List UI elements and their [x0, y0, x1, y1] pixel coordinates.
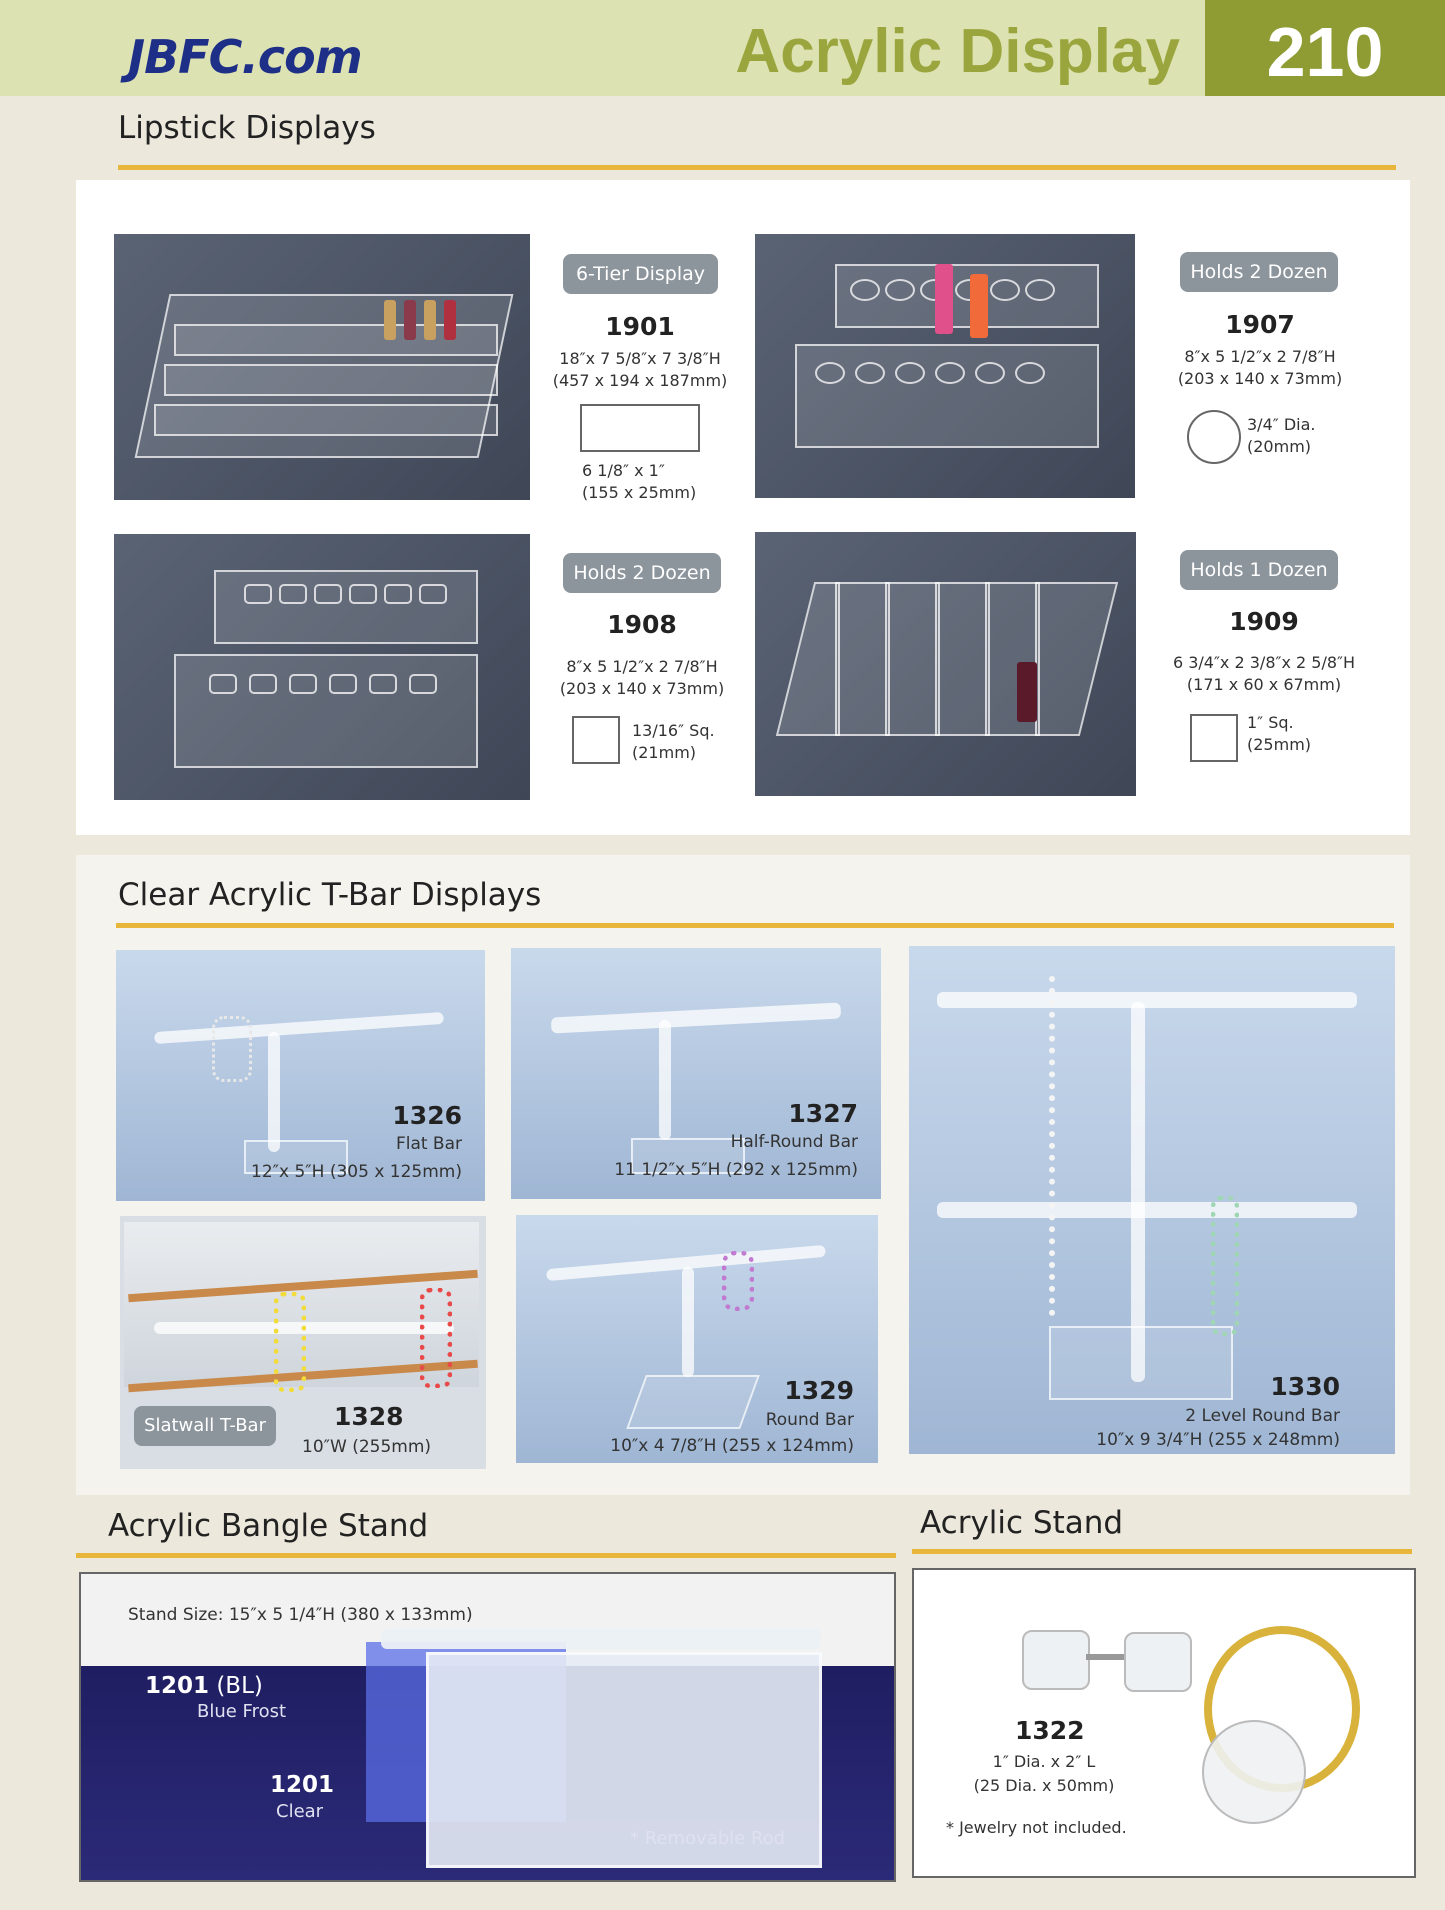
badge-1908: Holds 2 Dozen	[563, 553, 721, 593]
code-1329: 1329	[784, 1376, 854, 1405]
stand-section-rule	[912, 1549, 1412, 1554]
code-1908: 1908	[607, 610, 677, 639]
slot-1907: 3/4″ Dia.	[1247, 415, 1316, 434]
stand-note: * Jewelry not included.	[946, 1818, 1127, 1837]
dims-1326: 12″x 5″H (305 x 125mm)	[251, 1162, 462, 1182]
name-1330: 2 Level Round Bar	[1185, 1406, 1340, 1426]
code-1322: 1322	[1015, 1716, 1085, 1745]
code-1907: 1907	[1225, 310, 1295, 339]
product-image-1908	[114, 534, 530, 800]
badge-1328: Slatwall T-Bar	[134, 1406, 276, 1446]
slot-shape-1909	[1190, 714, 1238, 762]
bangle-stand-size: Stand Size: 15″x 5 1/4″H (380 x 133mm)	[128, 1605, 473, 1625]
dims-1322: 1″ Dia. x 2″ L	[992, 1752, 1096, 1771]
badge-1907: Holds 2 Dozen	[1180, 252, 1338, 292]
slot-metric-1907: (20mm)	[1247, 437, 1312, 456]
code-1901: 1901	[605, 312, 675, 341]
dims-1327: 11 1/2″x 5″H (292 x 125mm)	[614, 1160, 858, 1180]
badge-1901: 6-Tier Display	[563, 254, 718, 294]
dims-1329: 10″x 4 7/8″H (255 x 124mm)	[610, 1436, 854, 1456]
site-logo[interactable]: JBFC.com	[128, 30, 362, 84]
code-1330: 1330	[1270, 1372, 1340, 1401]
product-image-1328	[124, 1222, 479, 1387]
category-title: Acrylic Display	[735, 17, 1180, 86]
slot-1908: 13/16″ Sq.	[632, 721, 715, 740]
dims-1330: 10″x 9 3/4″H (255 x 248mm)	[1096, 1430, 1340, 1450]
slot-shape-1907	[1187, 410, 1241, 464]
code-1201-bl	[145, 1673, 263, 1699]
tbar-section-rule	[116, 923, 1394, 928]
metric-1322: (25 Dia. x 50mm)	[973, 1776, 1115, 1795]
code-1328: 1328	[334, 1402, 404, 1431]
badge-1909: Holds 1 Dozen	[1180, 550, 1338, 590]
name-1327: Half-Round Bar	[730, 1132, 858, 1152]
slot-metric-1909: (25mm)	[1247, 735, 1312, 754]
product-image-1907	[755, 234, 1135, 498]
code-1326: 1326	[392, 1101, 462, 1130]
bangle-note: * Removable Rod	[630, 1828, 786, 1849]
stand-section-title: Acrylic Stand	[920, 1505, 1124, 1541]
dims-1901: 18″x 7 5/8″x 7 3/8″H	[559, 349, 721, 368]
tbar-section-title: Clear Acrylic T-Bar Displays	[118, 877, 542, 913]
metric-1901: (457 x 194 x 187mm)	[552, 371, 728, 390]
slot-1909: 1″ Sq.	[1247, 713, 1294, 732]
slot-shape-1908	[572, 716, 620, 764]
slot-1901: 6 1/8″ x 1″	[582, 461, 665, 480]
dims-1328: 10″W (255mm)	[302, 1437, 432, 1457]
name-1329: Round Bar	[765, 1410, 854, 1430]
dims-1908: 8″x 5 1/2″x 2 7/8″H	[566, 657, 718, 676]
bangle-section-rule	[76, 1553, 896, 1558]
lipstick-section-rule	[118, 165, 1396, 170]
code-1327: 1327	[788, 1099, 858, 1128]
product-image-1909	[755, 532, 1136, 796]
dims-1907: 8″x 5 1/2″x 2 7/8″H	[1184, 347, 1336, 366]
slot-metric-1908: (21mm)	[632, 743, 697, 762]
dims-1909: 6 3/4″x 2 3/8″x 2 5/8″H	[1172, 653, 1356, 672]
lipstick-section-title: Lipstick Displays	[118, 110, 376, 146]
metric-1909: (171 x 60 x 67mm)	[1186, 675, 1342, 694]
name-1201-bl: Blue Frost	[197, 1701, 287, 1722]
name-1201: Clear	[276, 1801, 324, 1822]
name-1326: Flat Bar	[395, 1134, 462, 1154]
metric-1907: (203 x 140 x 73mm)	[1177, 369, 1343, 388]
slot-shape-1901	[580, 404, 700, 452]
metric-1908: (203 x 140 x 73mm)	[559, 679, 725, 698]
code-1201-bl-suffix: (BL)	[216, 1673, 263, 1699]
code-1201: 1201	[270, 1772, 335, 1798]
code-1201-bl-number: 1201	[145, 1673, 210, 1699]
code-1909: 1909	[1229, 607, 1299, 636]
bangle-section-title: Acrylic Bangle Stand	[108, 1508, 429, 1544]
slot-metric-1901: (155 x 25mm)	[582, 483, 697, 502]
product-image-1901	[114, 234, 530, 500]
page-number: 210	[1266, 13, 1384, 91]
